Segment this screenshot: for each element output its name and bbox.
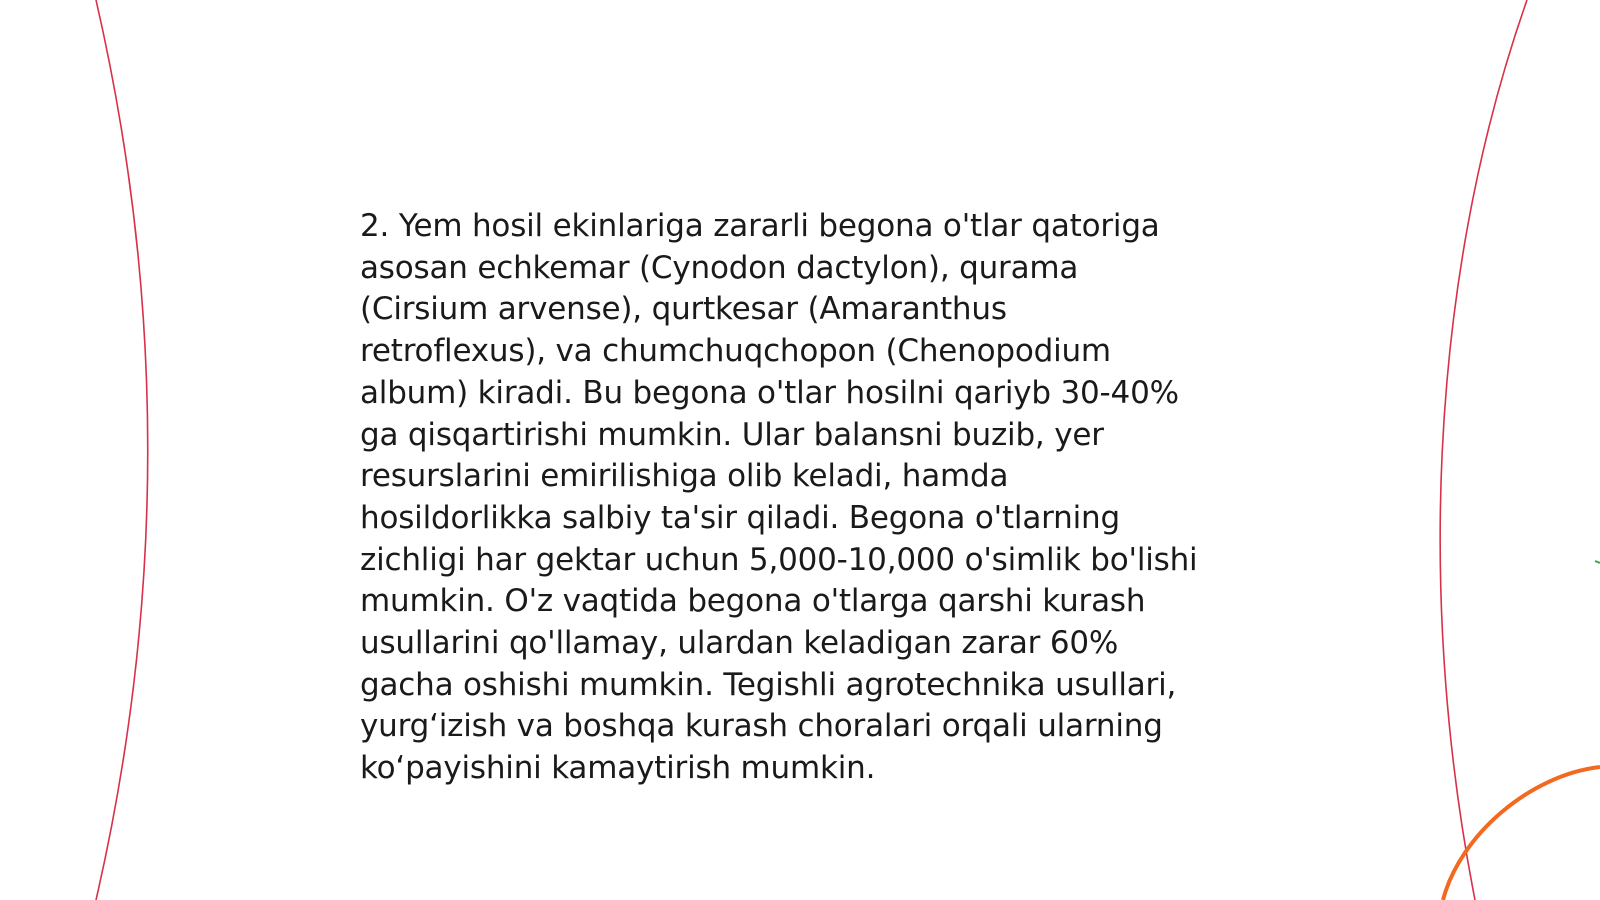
body-line: resurslarini emirilishiga olib keladi, hamda bbox=[360, 458, 1009, 495]
body-line: 2. Yem hosil ekinlariga zararli begona o'tlar qatoriga bbox=[360, 208, 1160, 244]
body-line: gacha oshishi mumkin. Tegishli agrotechnika usullari, bbox=[360, 666, 1177, 703]
body-line: asosan echkemar (Cynodon dactylon), qurama bbox=[360, 249, 1079, 286]
right-red-arc bbox=[1440, 0, 1527, 900]
body-line: hosildorlikka salbiy ta'sir qiladi. Begona o'tlarning bbox=[360, 499, 1120, 536]
body-line: ko‘payishini kamaytirish mumkin. bbox=[360, 750, 876, 787]
body-line: mumkin. O'z vaqtida begona o'tlarga qarshi kurash bbox=[360, 583, 1146, 620]
right-orange-arc bbox=[1443, 767, 1600, 900]
body-line: usullarini qo'llamay, ulardan keladigan zarar 60% bbox=[360, 625, 1119, 662]
body-line: yurg‘izish va boshqa kurash choralari orqali ularning bbox=[360, 708, 1163, 745]
body-line: (Cirsium arvense), qurtkesar (Amaranthus bbox=[360, 291, 1007, 328]
body-line: ga qisqartirishi mumkin. Ular balansni buzib, yer bbox=[360, 416, 1104, 453]
green-accent-mark bbox=[1595, 561, 1600, 563]
body-line: album) kiradi. Bu begona o'tlar hosilni qariyb 30-40% bbox=[360, 374, 1179, 411]
body-line: zichligi har gektar uchun 5,000-10,000 o'simlik bo'lishi bbox=[360, 541, 1198, 578]
body-line: retroflexus), va chumchuqchopon (Chenopodium bbox=[360, 333, 1111, 370]
slide-body-text bbox=[360, 206, 1240, 790]
left-red-arc bbox=[96, 0, 148, 900]
